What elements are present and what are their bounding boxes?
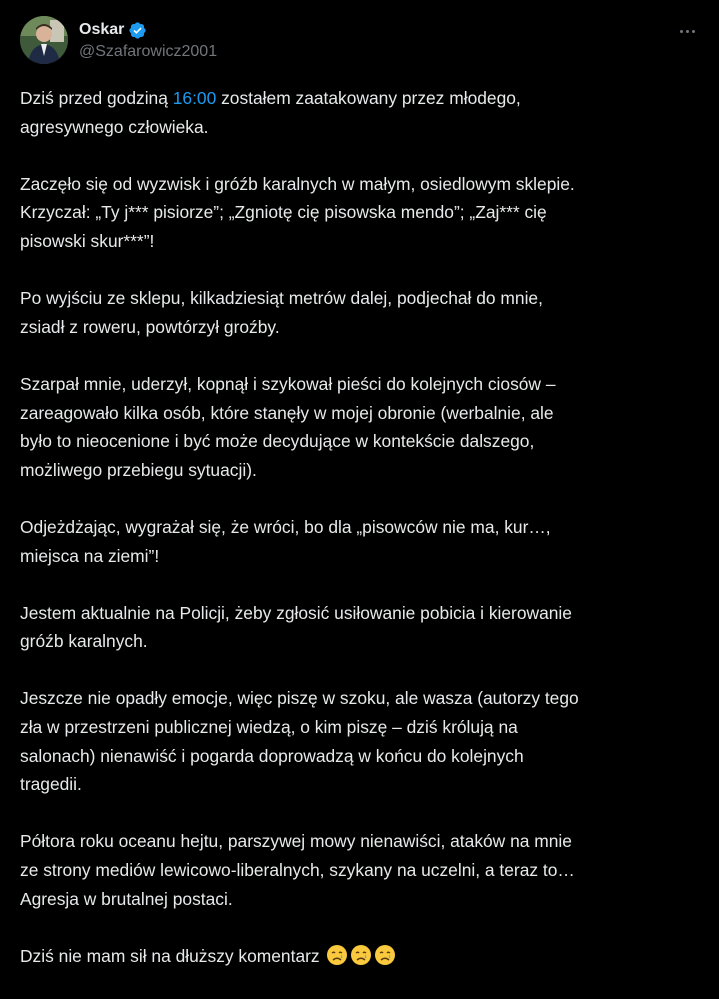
text-line: Jestem aktualnie na Policji, żeby zgłosić usiłowanie pobicia i kierowanie <box>20 602 572 623</box>
text-line: miejsca na ziemi”! <box>20 545 160 566</box>
paragraph-9 <box>20 942 700 971</box>
more-dot <box>692 30 695 33</box>
text-line: Odjeżdżając, wygrażał się, że wróci, bo dla „pisowców nie ma, kur…, <box>20 516 551 537</box>
text-line: Zaczęło się od wyzwisk i gróźb karalnych w małym, osiedlowym sklepie. <box>20 173 575 194</box>
text-line: było to nieocenione i być może decydujące w kontekście dalszego, <box>20 431 535 452</box>
more-dot <box>686 30 689 33</box>
paragraph-2 <box>20 170 700 256</box>
text-line: Półtora roku oceanu hejtu, parszywej mowy nienawiści, ataków na mnie <box>20 831 572 852</box>
crying-face-emoji-icon <box>374 944 396 966</box>
text-line: Agresja w brutalnej postaci. <box>20 888 233 909</box>
text-line: gróźb karalnych. <box>20 631 148 652</box>
avatar[interactable] <box>20 16 68 64</box>
paragraph-3 <box>20 284 700 341</box>
text-line <box>20 942 700 971</box>
text-segment: Dziś nie mam sił na dłuższy komentarz <box>20 945 320 966</box>
text-line: Szarpał mnie, uderzył, kopnął i szykował pieści do kolejnych ciosów – <box>20 373 556 394</box>
tweet-text <box>20 84 700 999</box>
text-segment: Dziś przed godziną <box>20 88 173 108</box>
paragraph-1 <box>20 84 700 141</box>
time-link[interactable]: 16:00 <box>172 88 217 108</box>
text-line: tragedii. <box>20 774 82 795</box>
text-line <box>20 84 700 113</box>
text-line: Jeszcze nie opadły emocje, więc piszę w szoku, ale wasza (autorzy tego <box>20 688 579 709</box>
text-line: możliwego przebiegu sytuacji). <box>20 459 257 480</box>
text-line: pisowski skur***”! <box>20 230 155 251</box>
crying-face-emoji-icon <box>350 944 372 966</box>
text-line: Krzyczał: „Ty j*** pisiorze”; „Zgniotę cię pisowska mendo”; „Zaj*** cię <box>20 202 547 223</box>
paragraph-7 <box>20 684 700 798</box>
more-dots-icon <box>680 30 683 33</box>
paragraph-4 <box>20 370 700 484</box>
avatar-image <box>20 16 68 64</box>
paragraph-6 <box>20 599 700 656</box>
text-line: ze strony mediów lewicowo-liberalnych, szykany na uczelni, a teraz to… <box>20 860 575 881</box>
author-handle[interactable]: @Szafarowicz2001 <box>79 43 218 60</box>
more-options-button[interactable] <box>675 20 699 42</box>
text-line: zsiadł z roweru, powtórzył groźby. <box>20 316 280 337</box>
text-line: agresywnego człowieka. <box>20 116 209 137</box>
text-line: salonach) nienawiść i pogarda doprowadzą w końcu do kolejnych <box>20 745 524 766</box>
paragraph-8 <box>20 827 700 913</box>
verified-badge-icon[interactable] <box>128 21 147 40</box>
text-line: Po wyjściu ze sklepu, kilkadziesiąt metrów dalej, podjechał do mnie, <box>20 288 543 309</box>
crying-face-emoji-icon <box>326 944 348 966</box>
paragraph-5 <box>20 513 700 570</box>
text-line: zareagowało kilka osób, które stanęły w mojej obronie (werbalnie, ale <box>20 402 554 423</box>
author-display-name[interactable]: Oskar <box>79 21 125 38</box>
tweet-header <box>20 16 699 64</box>
text-line: zła w przestrzeni publicznej wiedzą, o kim piszę – dziś królują na <box>20 717 518 738</box>
author-names <box>79 19 217 62</box>
text-segment: zostałem zaatakowany przez młodego, <box>216 88 521 108</box>
